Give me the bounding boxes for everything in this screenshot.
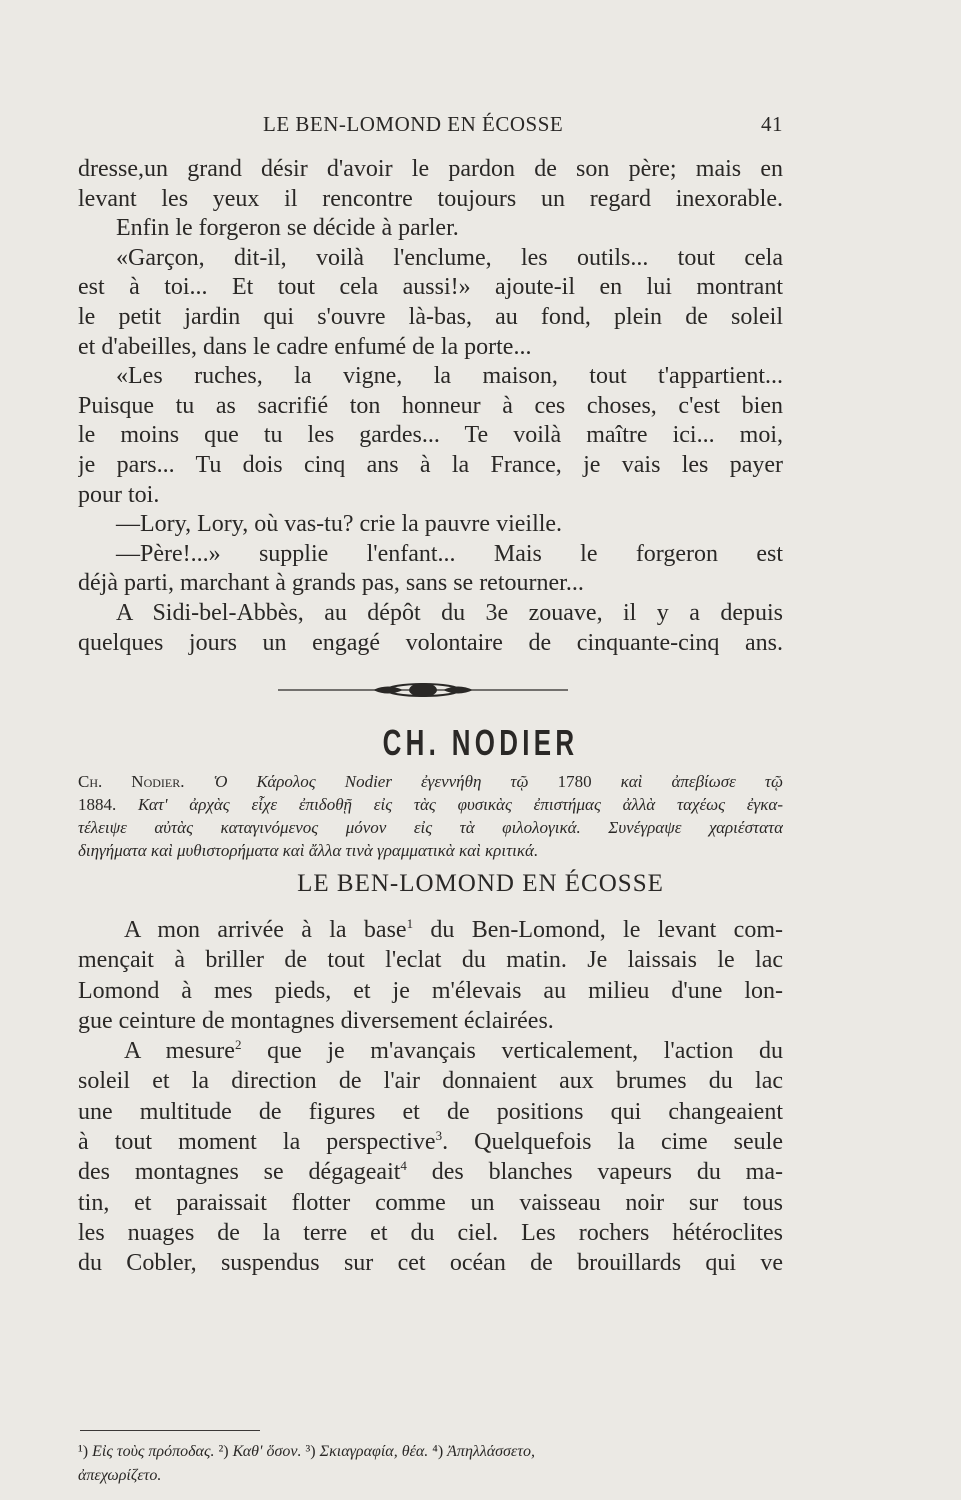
- bio-author-name: Ch. Nodier.: [78, 772, 185, 791]
- text-line: une multitude de figures et de positions qui changeaient: [78, 1098, 783, 1125]
- footnote-ref: 2: [234, 1037, 242, 1053]
- bio-text: Κατ' ἀρχὰς εἶχε ἐπιδοθῇ εἰς τὰς φυσικὰς ἐπιστήμας ἀλλὰ ταχέως ἐγκα-: [116, 795, 783, 814]
- ornament-divider: [278, 680, 568, 700]
- text-line: et d'abeilles, dans le cadre enfumé de la porte...: [78, 333, 532, 360]
- footnote-line: [78, 1440, 783, 1464]
- bio-birth-year: 1780: [557, 772, 592, 791]
- section-title: LE BEN-LOMOND EN ÉCOSSE: [297, 870, 664, 897]
- footnote-ref: 4: [400, 1158, 407, 1174]
- running-header: [78, 112, 783, 142]
- author-heading: CH. NODIER: [382, 722, 579, 763]
- text-line: le moins que tu les gardes... Te voilà maître ici... moi,: [78, 422, 783, 449]
- chapter-text: [78, 915, 783, 1279]
- text-line: soleil et la direction de l'air donnaient aux brumes du lac: [78, 1068, 783, 1095]
- text-line: tin, et paraissait flotter comme un vaisseau noir sur tous: [78, 1189, 783, 1216]
- text-line: dresse,un grand désir d'avoir le pardon de son père; mais en: [78, 156, 783, 182]
- text-line: A mon arrivée à la base$^1$ du Ben-Lomond, le levant com-: [124, 916, 783, 943]
- footnote-ref: 3: [435, 1128, 443, 1144]
- text-line: A mesure$^2$ que je m'avançais verticalement, l'action du: [124, 1037, 783, 1065]
- text-line: Lomond à mes pieds, et je m'élevais au milieu d'une lon-: [78, 977, 783, 1004]
- text-line: mençait à briller de tout l'eclat du matin. Je laissais le lac: [78, 947, 783, 974]
- text-line: le petit jardin qui s'ouvre là-bas, au fond, plein de soleil: [78, 303, 783, 330]
- footnote-line: ἀπεχωρίζετο.: [78, 1467, 162, 1484]
- story-ending-text: [78, 155, 783, 658]
- text-line: «Garçon, dit-il, voilà l'enclume, les outils... tout cela: [116, 244, 783, 271]
- footnote-marker: ¹): [78, 1443, 89, 1460]
- bio-death-year: 1884.: [78, 795, 117, 814]
- text-line: —Père!...» supplie l'enfant... Mais le forgeron est: [116, 540, 783, 567]
- footnote-text: Καθ' ὅσον.: [228, 1443, 306, 1460]
- footnote-text: Εἰς τοὺς πρόποδας.: [88, 1443, 219, 1460]
- bio-text: Ὁ Κάρολος Nodier ἐγεννήθη τῷ: [184, 772, 558, 791]
- text-line: je pars... Tu dois cinq ans à la France, je vais les payer: [78, 451, 783, 478]
- text-line: du Cobler, suspendus sur cet océan de brouillards qui ve: [78, 1250, 783, 1277]
- text-line: Enfin le forgeron se décide à parler.: [116, 215, 459, 242]
- text-line: gue ceinture de montagnes diversement éclairées.: [78, 1007, 554, 1034]
- text-line: quelques jours un engagé volontaire de cinquante-cinq ans.: [78, 629, 783, 656]
- text-line: Puisque tu as sacrifié ton honneur à ces choses, c'est bien: [78, 392, 783, 419]
- text-line: à tout moment la perspective$^3$. Quelquefois la cime seule: [78, 1128, 783, 1156]
- text-line: A Sidi-bel-Abbès, au dépôt du 3e zouave, il y a depuis: [116, 599, 783, 626]
- author-biography: [78, 770, 783, 862]
- footnote-text: Ἀπηλλάσσετο,: [443, 1443, 535, 1460]
- text-line: les nuages de la terre et du ciel. Les rochers hétéroclites: [78, 1219, 783, 1246]
- text-line: —Lory, Lory, où vas-tu? crie la pauvre vieille.: [116, 511, 563, 538]
- footnote-text: Σκιαγραφία, θέα.: [315, 1443, 433, 1460]
- running-title: LE BEN-LOMOND EN ÉCOSSE: [263, 112, 564, 136]
- footnote-marker: ³): [305, 1443, 316, 1460]
- footnote-marker: ²): [218, 1443, 229, 1460]
- text-line: pour toi.: [78, 481, 160, 508]
- footnotes: [78, 1440, 783, 1488]
- text-line: levant les yeux il rencontre toujours un regard inexorable.: [78, 185, 783, 212]
- footnote-divider: [80, 1430, 260, 1431]
- page-number: 41: [761, 112, 783, 136]
- text-line: est à toi... Et tout cela aussi!» ajoute-il en lui montrant: [78, 274, 783, 301]
- bio-line: τέλειψε αὐτὰς καταγινόμενος μόνον εἰς τὰ φιλολογικά. Συνέγραψε χαριέστατα: [78, 818, 783, 837]
- bio-line: [78, 770, 783, 793]
- bio-line: [78, 793, 783, 816]
- bio-line: διηγήματα καὶ μυθιστορήματα καὶ ἄλλα τινὰ γραμματικὰ καὶ κριτικά.: [78, 841, 539, 860]
- text-line: des montagnes se dégageait$^4$ des blanches vapeurs du ma-: [78, 1158, 783, 1186]
- text-line: déjà parti, marchant à grands pas, sans se retourner...: [78, 570, 584, 597]
- text-line: «Les ruches, la vigne, la maison, tout t'appartient...: [116, 363, 783, 390]
- footnote-ref: 1: [406, 916, 414, 931]
- footnote-marker: ⁴): [432, 1443, 444, 1460]
- bio-text: καὶ ἀπεβίωσε τῷ: [591, 772, 783, 791]
